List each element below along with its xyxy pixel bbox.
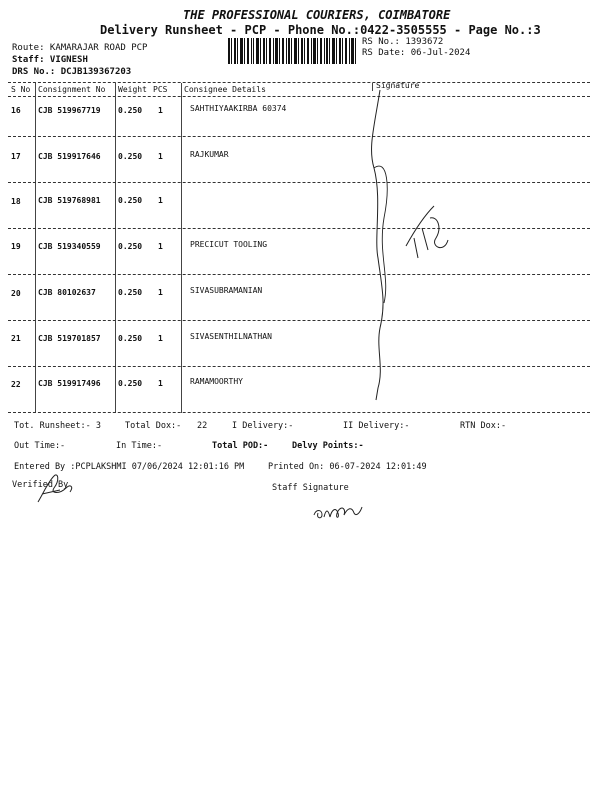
row-pcs: 1 — [158, 334, 163, 343]
row-sno: 20 — [11, 289, 21, 298]
handwritten-signature — [360, 88, 470, 408]
row-details: PRECICUT TOOLING — [190, 240, 268, 249]
table-bottom-rule — [8, 412, 590, 413]
row-pcs: 1 — [158, 152, 163, 161]
row-rule — [8, 228, 590, 229]
row-consignment: CJB 80102637 — [38, 288, 96, 297]
tot-runsheet: Tot. Runsheet:- 3 — [14, 421, 101, 431]
table-header-rule — [8, 96, 590, 97]
row-consignment: CJB 519917496 — [38, 379, 101, 388]
staff-signature-label: Staff Signature — [272, 483, 349, 493]
verified-by: Verified By — [12, 480, 69, 490]
row-details: SIVASENTHILNATHAN — [190, 332, 272, 341]
col-signature: Signature — [376, 81, 420, 90]
row-sno: 17 — [11, 152, 21, 161]
row-details: SIVASUBRAMANIAN — [190, 286, 263, 295]
row-pcs: 1 — [158, 288, 163, 297]
row-weight: 0.250 — [118, 288, 143, 297]
row-rule — [8, 366, 590, 367]
row-consignment: CJB 519768981 — [38, 196, 101, 205]
row-weight: 0.250 — [118, 242, 143, 251]
row-details: RAJKUMAR — [190, 150, 229, 159]
rs-number: RS No.: 1393672 — [362, 37, 444, 47]
row-sno: 18 — [11, 197, 21, 206]
barcode — [228, 38, 356, 64]
col-divider — [115, 83, 116, 413]
row-weight: 0.250 — [118, 379, 143, 388]
row-consignment: CJB 519967719 — [38, 106, 101, 115]
row-pcs: 1 — [158, 196, 163, 205]
row-consignment: CJB 519701857 — [38, 334, 101, 343]
delvy-points: Delvy Points:- — [292, 441, 364, 451]
row-sno: 16 — [11, 106, 21, 115]
row-rule — [8, 182, 590, 183]
col-divider — [181, 83, 182, 413]
row-details: RAMAMOORTHY — [190, 377, 243, 386]
drs-number: DRS No.: DCJB139367203 — [12, 67, 132, 77]
row-details: SAHTHIYAAKIRBA 60374 — [190, 104, 287, 113]
table-top-rule — [8, 82, 590, 83]
route-label: Route: KAMARAJAR ROAD PCP — [12, 43, 148, 53]
row-rule — [8, 320, 590, 321]
row-weight: 0.250 — [118, 334, 143, 343]
row-sno: 19 — [11, 242, 21, 251]
col-sno: S No — [11, 85, 31, 94]
runsheet-title: Delivery Runsheet - PCP - Phone No.:0422-3505555 - Page No.:3 — [100, 23, 541, 37]
col-weight: Weight — [118, 85, 147, 94]
row-rule — [8, 136, 590, 137]
rs-date: RS Date: 06-Jul-2024 — [362, 48, 471, 58]
row-consignment: CJB 519340559 — [38, 242, 101, 251]
row-weight: 0.250 — [118, 196, 143, 205]
row-pcs: 1 — [158, 106, 163, 115]
out-time: Out Time:- — [14, 441, 66, 451]
staff-label: Staff: VIGNESH — [12, 55, 88, 65]
printed-on: Printed On: 06-07-2024 12:01:49 — [268, 462, 427, 472]
col-divider — [35, 83, 36, 413]
row-consignment: CJB 519917646 — [38, 152, 101, 161]
staff-signature — [310, 495, 370, 525]
row-pcs: 1 — [158, 242, 163, 251]
verifier-signature — [30, 470, 80, 510]
row-sno: 21 — [11, 334, 21, 343]
in-time: In Time:- — [116, 441, 163, 451]
row-weight: 0.250 — [118, 106, 143, 115]
col-consignment: Consignment No — [38, 85, 106, 94]
company-name: THE PROFESSIONAL COURIERS, COIMBATORE — [183, 8, 451, 22]
rtn-dox: RTN Dox:- — [460, 421, 507, 431]
col-pcs: PCS — [153, 85, 168, 94]
entered-by: Entered By :PCPLAKSHMI 07/06/2024 12:01:16 PM — [14, 462, 245, 472]
i-delivery: I Delivery:- — [232, 421, 294, 431]
ii-delivery: II Delivery:- — [343, 421, 410, 431]
col-details: Consignee Details — [184, 85, 266, 94]
total-dox-value: 22 — [197, 421, 208, 431]
total-pod: Total POD:- — [212, 441, 269, 451]
row-sno: 22 — [11, 380, 21, 389]
row-rule — [8, 274, 590, 275]
total-dox-label: Total Dox:- — [125, 421, 182, 431]
row-weight: 0.250 — [118, 152, 143, 161]
row-pcs: 1 — [158, 379, 163, 388]
